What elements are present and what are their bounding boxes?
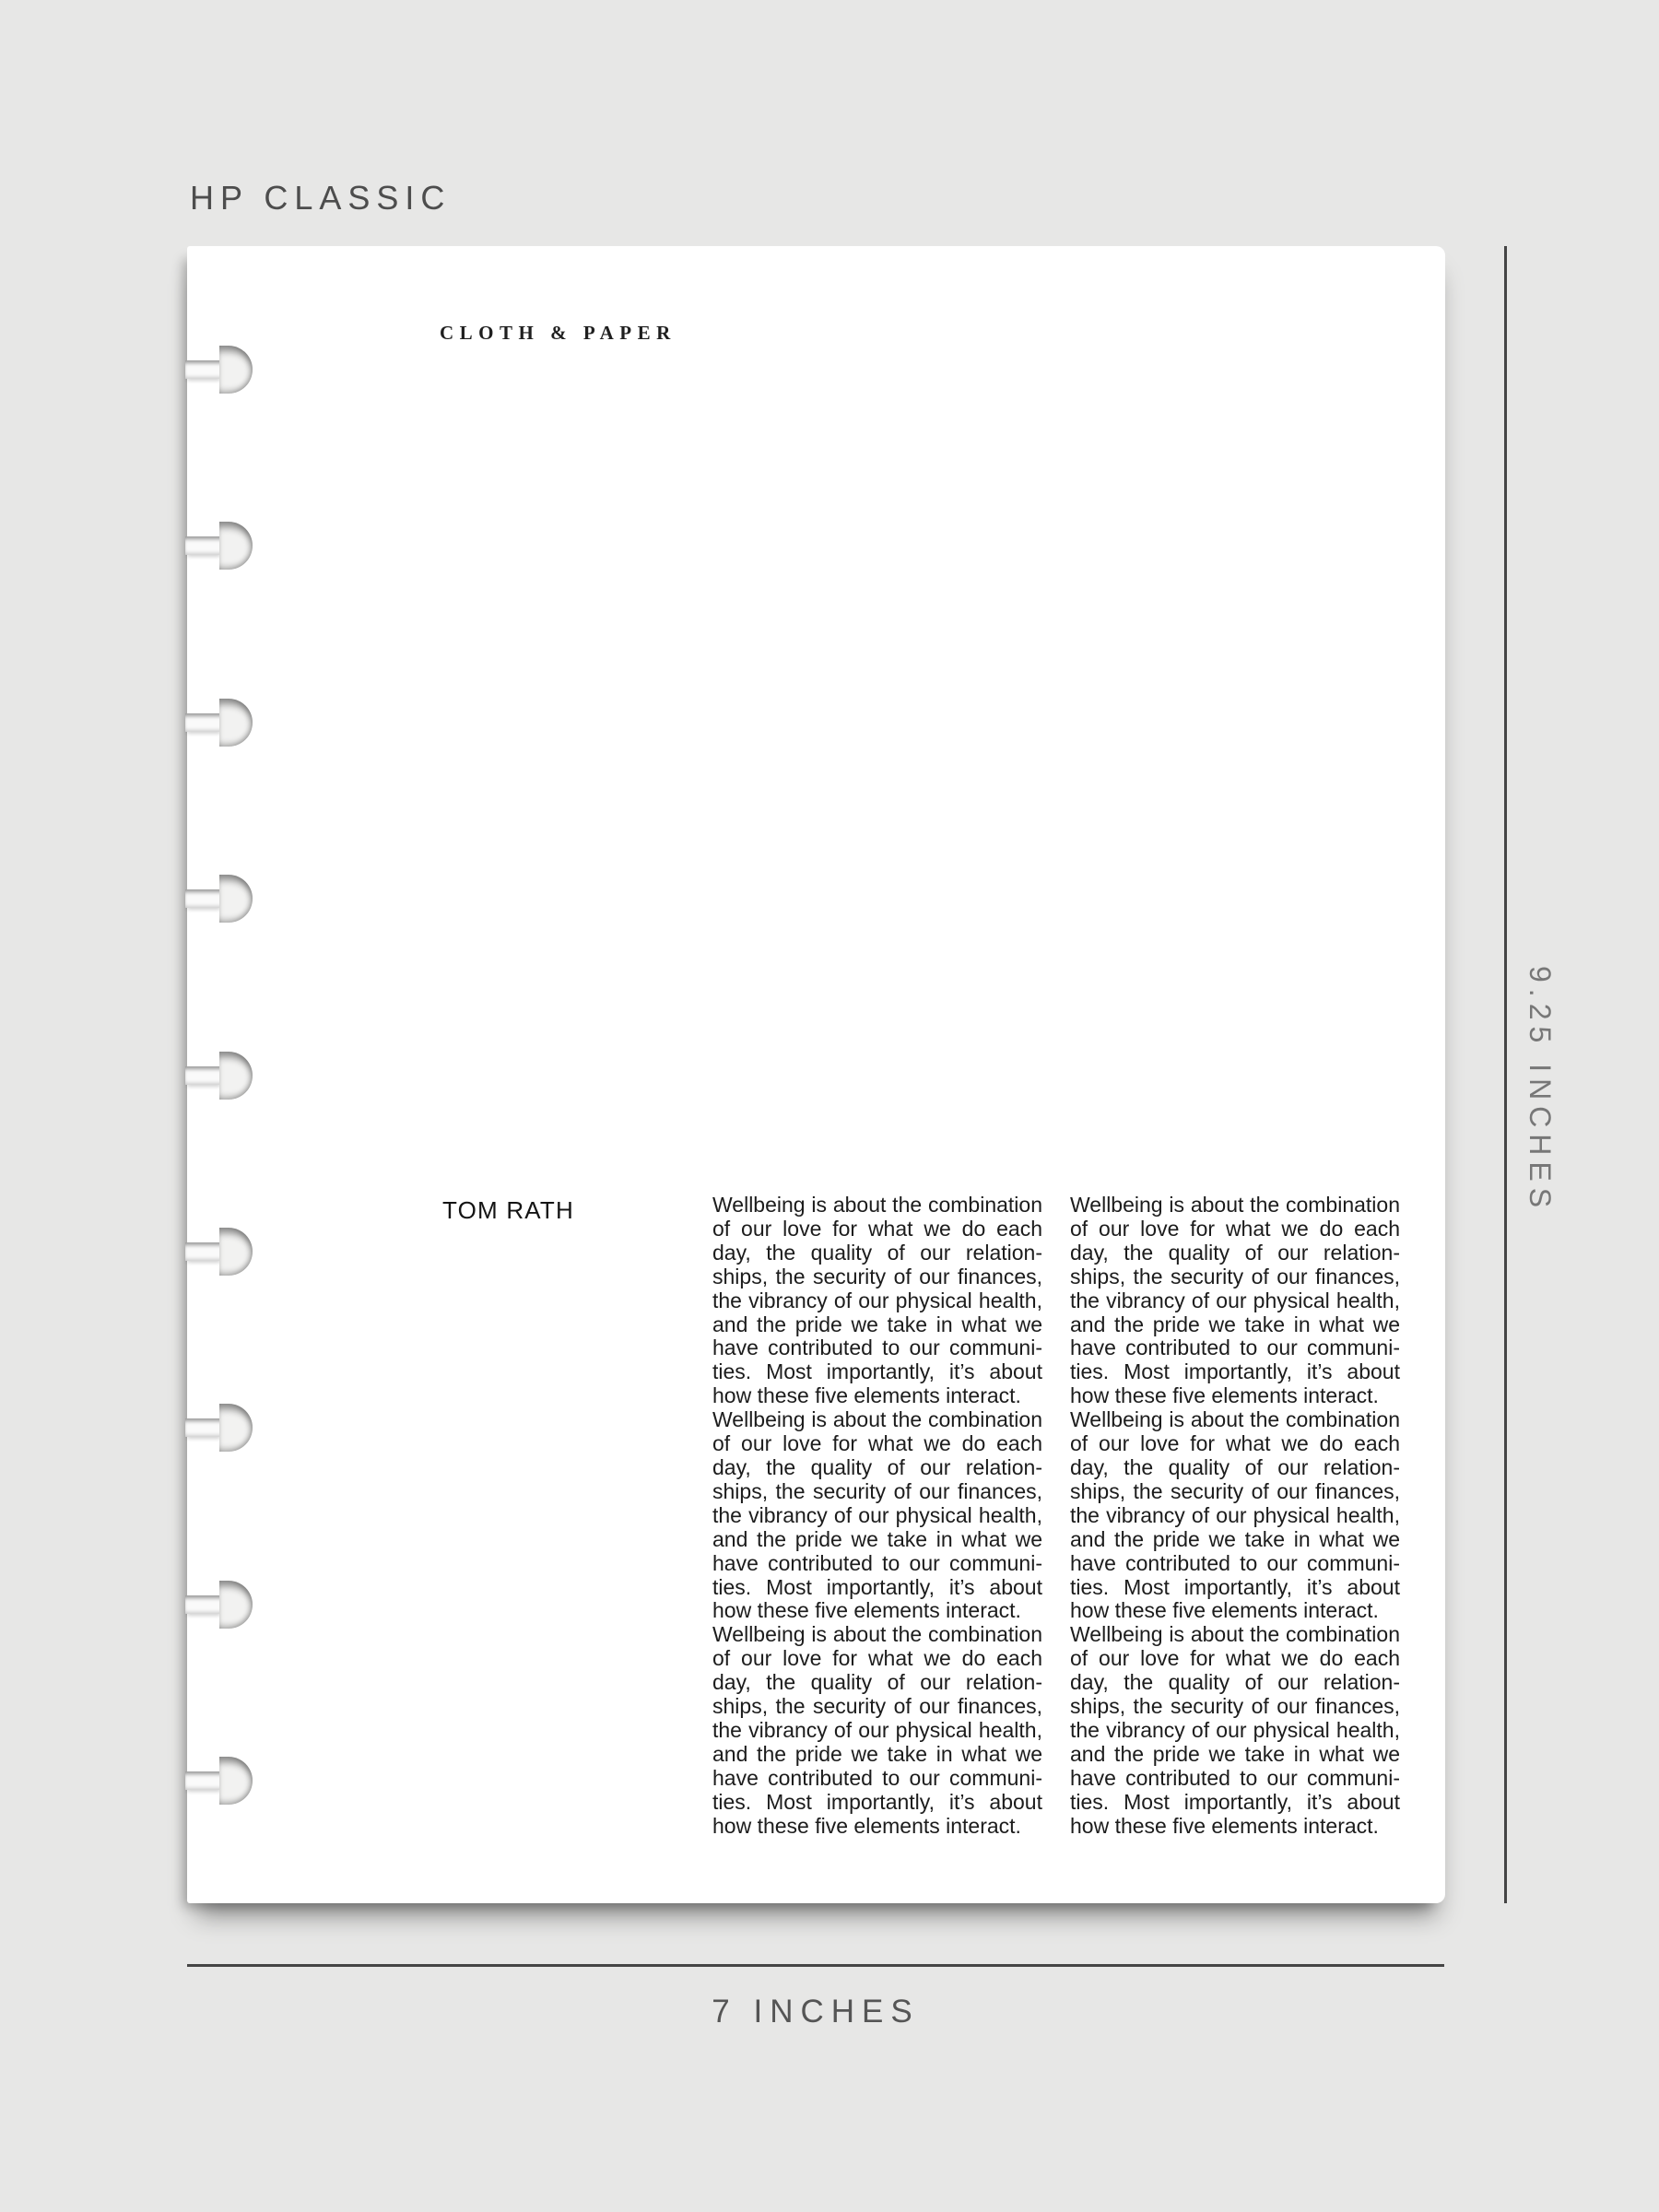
- binding-hole-channel: [185, 889, 222, 908]
- binding-hole-channel: [185, 1771, 222, 1790]
- binding-hole-disc: [219, 1052, 253, 1100]
- quote-paragraph: Wellbeing is about the combination of our love for what we do each day, the quality of our relationships, the security of our finances, the vibrancy of our physical health, and the pride we take in what we have contributed to our communities. Most importantly, it’s about how these five elements interact.: [712, 1193, 1042, 1408]
- binding-hole: [185, 1404, 253, 1452]
- binding-hole-disc: [219, 1581, 253, 1629]
- quote-columns: [712, 1194, 1400, 1838]
- binding-hole-channel: [185, 1418, 222, 1437]
- width-dimension-line: [187, 1964, 1444, 1967]
- planner-page: [187, 246, 1445, 1903]
- binding-hole-channel: [185, 1066, 222, 1085]
- binding-hole-disc: [219, 699, 253, 747]
- quote-paragraph: Wellbeing is about the combination of our love for what we do each day, the quality of our relationships, the security of our finances, the vibrancy of our physical health, and the pride we take in what we have contributed to our communities. Most importantly, it’s about how these five elements interact.: [712, 1407, 1042, 1623]
- binding-hole: [185, 1052, 253, 1100]
- binding-hole-disc: [219, 1228, 253, 1276]
- binding-hole-channel: [185, 1242, 222, 1261]
- binding-hole-disc: [219, 1757, 253, 1805]
- author-label: TOM RATH: [442, 1196, 574, 1224]
- binding-hole-disc: [219, 346, 253, 394]
- binding-hole: [185, 346, 253, 394]
- binding-hole-disc: [219, 875, 253, 923]
- quote-paragraph: Wellbeing is about the combination of our love for what we do each day, the quality of our relationships, the security of our finances, the vibrancy of our physical health, and the pride we take in what we have contributed to our communities. Most importantly, it’s about how these five elements interact.: [1070, 1622, 1400, 1838]
- binding-hole: [185, 1581, 253, 1629]
- brand-logo: CLOTH & PAPER: [440, 322, 677, 344]
- binding-hole-channel: [185, 360, 222, 379]
- quote-paragraph: Wellbeing is about the combination of our love for what we do each day, the quality of our relationships, the security of our finances, the vibrancy of our physical health, and the pride we take in what we have contributed to our communities. Most importantly, it’s about how these five elements interact.: [1070, 1193, 1400, 1408]
- binding-hole-channel: [185, 1595, 222, 1614]
- height-dimension-line: [1504, 246, 1507, 1903]
- quote-paragraph: Wellbeing is about the combination of our love for what we do each day, the quality of our relationships, the security of our finances, the vibrancy of our physical health, and the pride we take in what we have contributed to our communities. Most importantly, it’s about how these five elements interact.: [1070, 1407, 1400, 1623]
- binding-hole: [185, 1228, 253, 1276]
- binding-hole: [185, 699, 253, 747]
- binding-hole: [185, 875, 253, 923]
- height-dimension-label: 9.25 INCHES: [1524, 966, 1557, 1215]
- width-dimension-label: 7 INCHES: [712, 1994, 920, 2030]
- binding-hole-channel: [185, 536, 222, 555]
- binding-hole-disc: [219, 522, 253, 570]
- size-label: HP CLASSIC: [190, 179, 452, 217]
- quote-column: [1070, 1194, 1400, 1838]
- quote-paragraph: Wellbeing is about the combination of our love for what we do each day, the quality of our relationships, the security of our finances, the vibrancy of our physical health, and the pride we take in what we have contributed to our communities. Most importantly, it’s about how these five elements interact.: [712, 1622, 1042, 1838]
- binding-hole: [185, 1757, 253, 1805]
- binding-hole: [185, 522, 253, 570]
- quote-column: [712, 1194, 1042, 1838]
- binding-hole-channel: [185, 713, 222, 732]
- binding-hole-disc: [219, 1404, 253, 1452]
